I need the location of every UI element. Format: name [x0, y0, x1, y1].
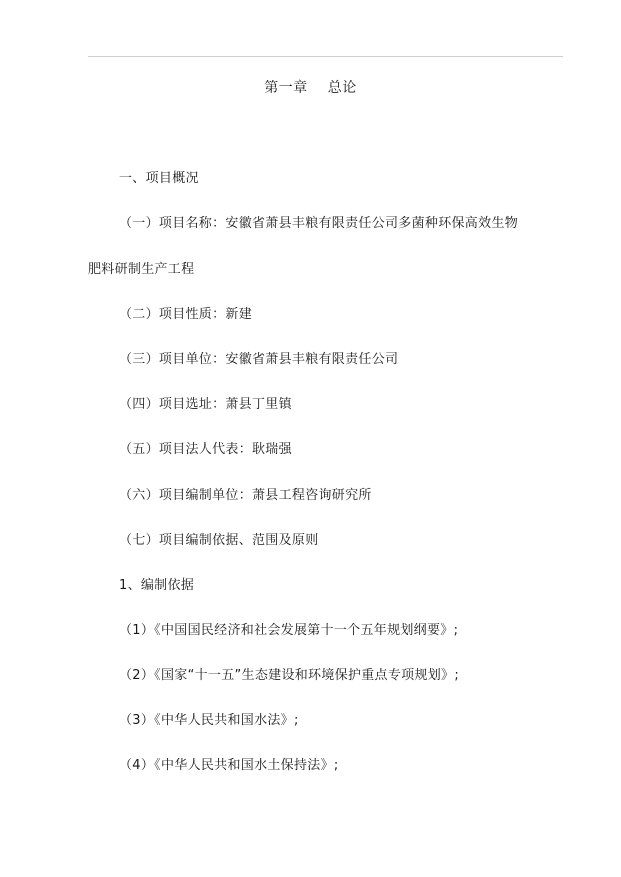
chapter-number: 第一章: [264, 80, 308, 96]
item-project-name-line1: （一）项目名称：安徽省萧县丰粮有限责任公司多菌种环保高效生物: [119, 216, 519, 231]
header-rule: [88, 56, 563, 57]
item-project-unit: （三）项目单位：安徽省萧县丰粮有限责任公司: [119, 352, 399, 367]
sub-heading: 1、编制依据: [119, 578, 195, 593]
reference-item: （3）《中华人民共和国水法》;: [119, 713, 299, 728]
item-compiling-unit: （六）项目编制单位：萧县工程咨询研究所: [119, 488, 372, 503]
chapter-title: [0, 79, 621, 97]
reference-item: （1）《中国国民经济和社会发展第十一个五年规划纲要》;: [119, 623, 459, 638]
item-compiling-basis: （七）项目编制依据、范围及原则: [119, 533, 319, 548]
chapter-name: 总论: [327, 80, 357, 96]
item-project-name-line2: 肥料研制生产工程: [88, 262, 195, 277]
item-project-nature: （二）项目性质：新建: [119, 307, 253, 322]
section-heading: 一、项目概况: [119, 171, 199, 186]
item-legal-representative: （五）项目法人代表：耿瑞强: [119, 442, 292, 457]
reference-item: （4）《中华人民共和国水土保持法》;: [119, 758, 339, 773]
reference-item: （2）《国家“十一五”生态建设和环境保护重点专项规划》;: [119, 668, 460, 683]
item-project-site: （四）项目选址：萧县丁里镇: [119, 397, 292, 412]
